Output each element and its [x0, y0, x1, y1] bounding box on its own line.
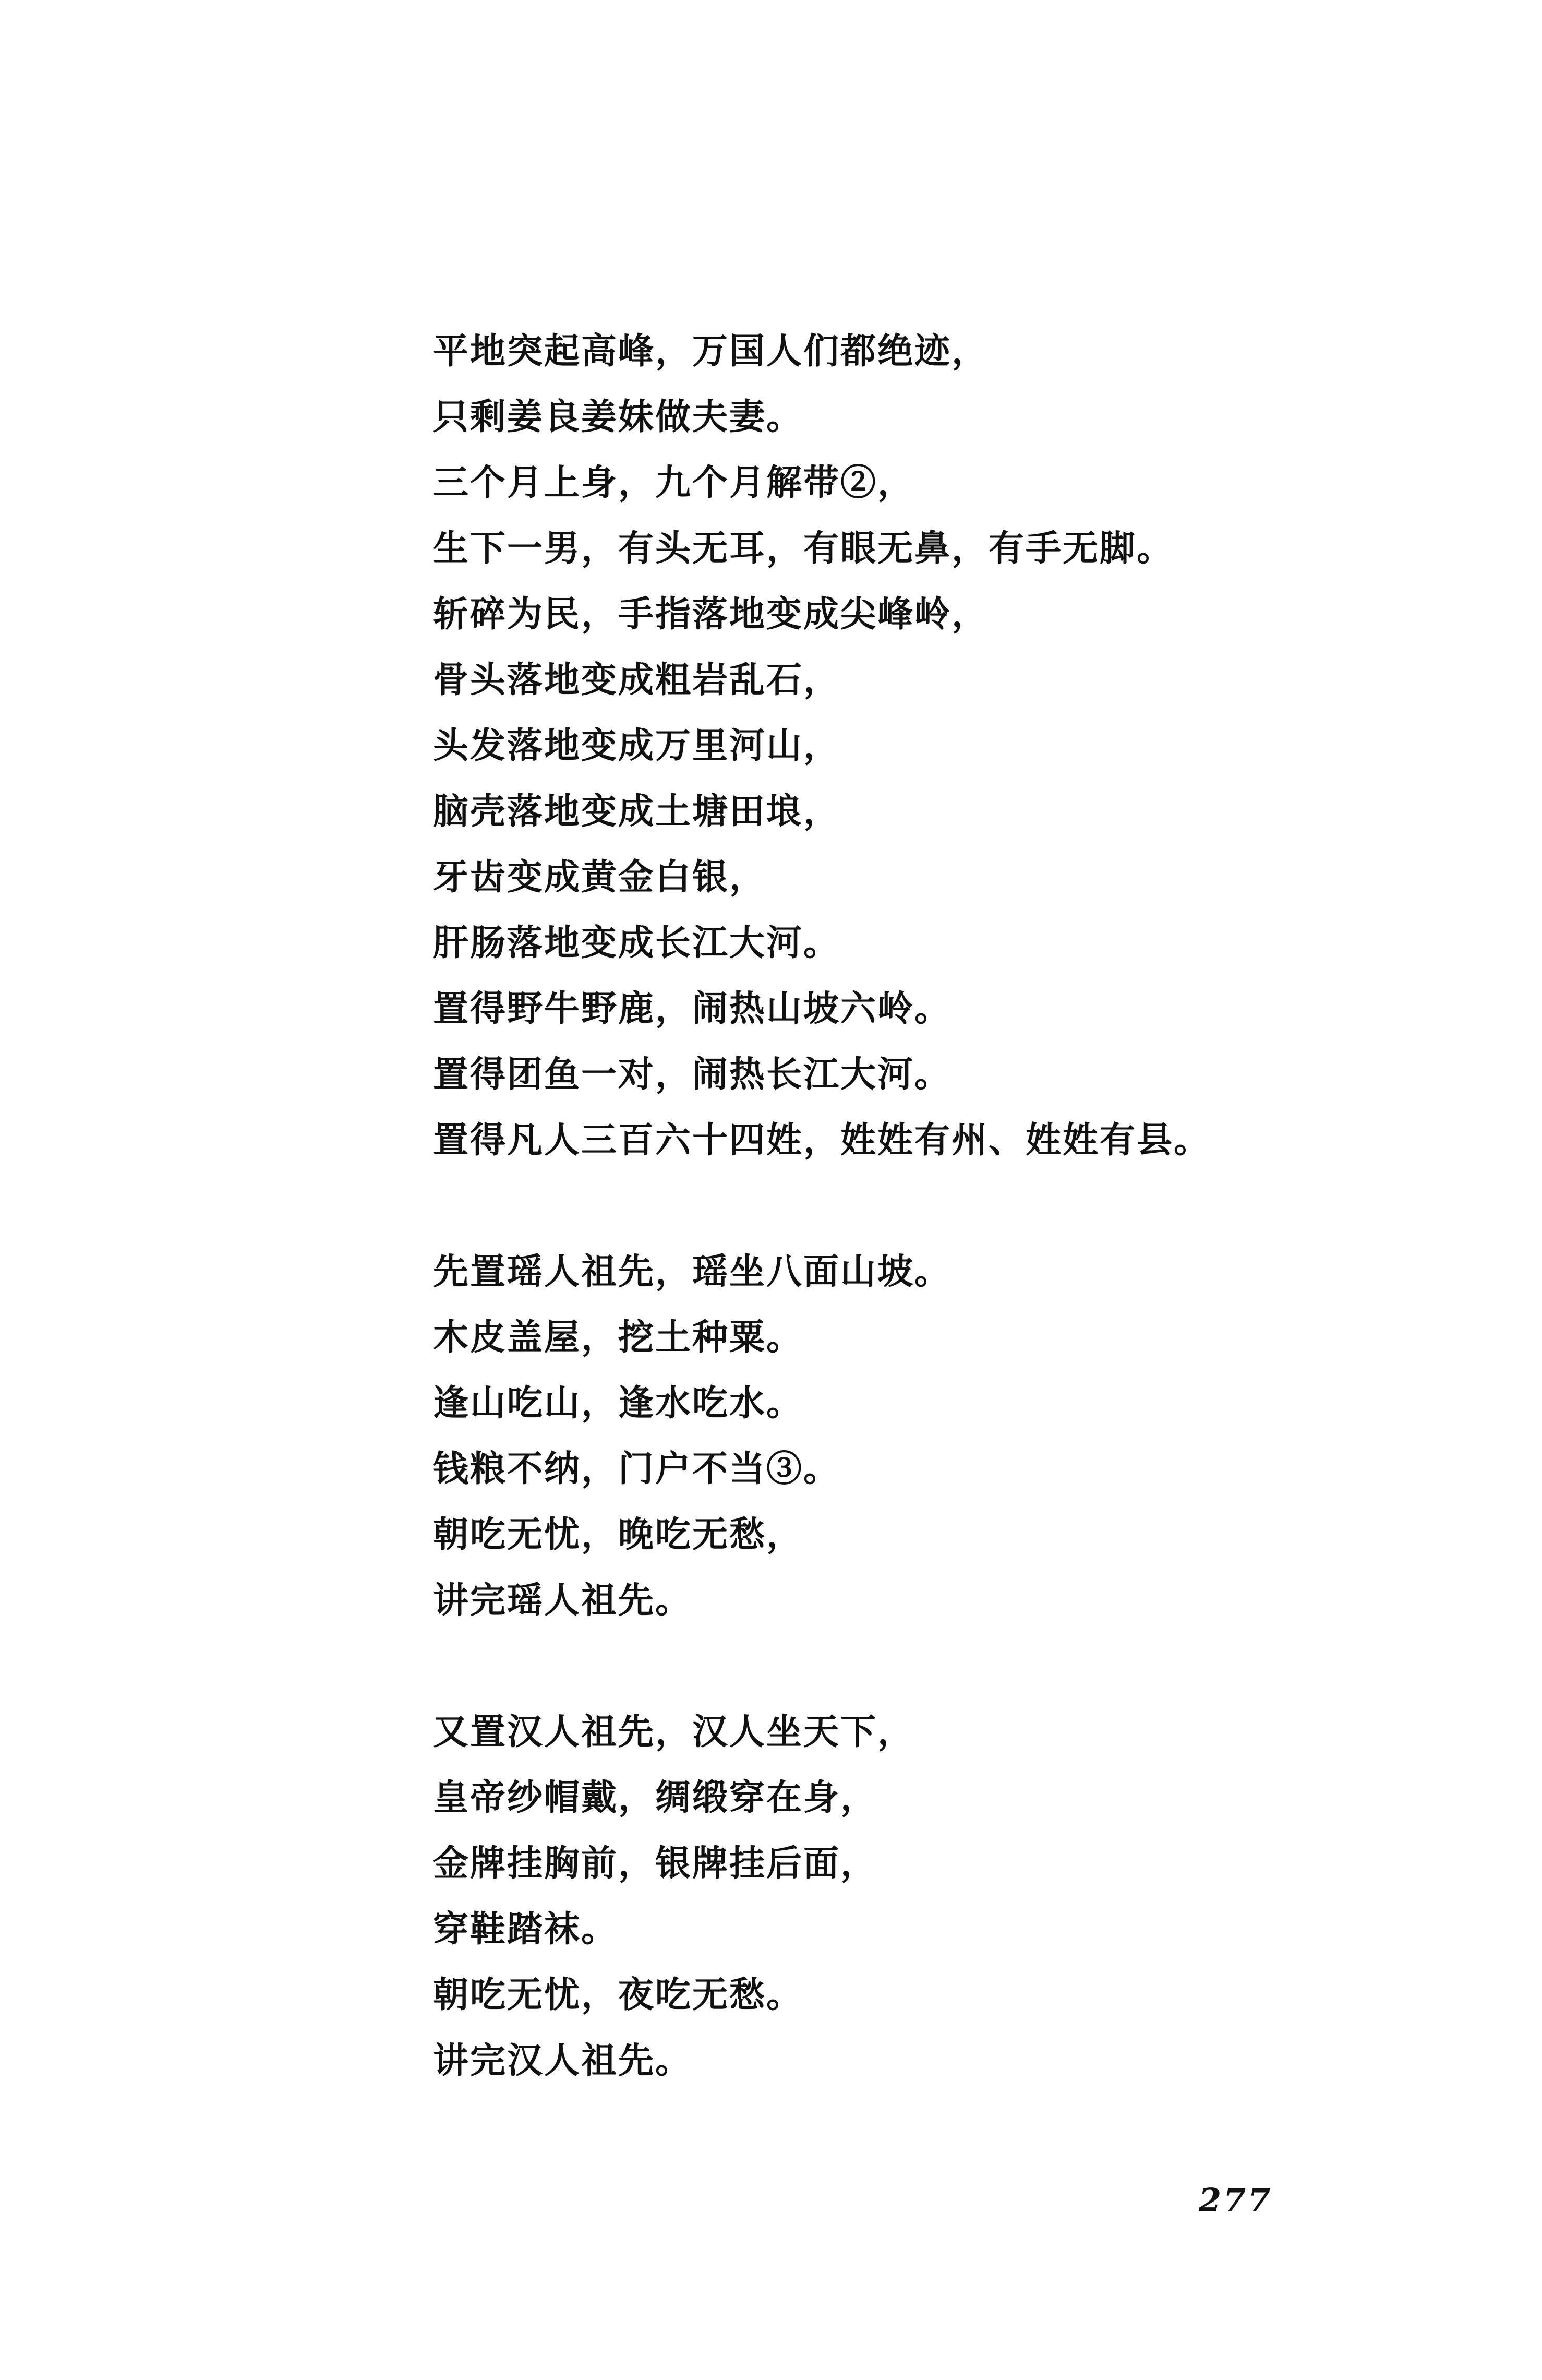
poem-line: 头发落地变成万里河山，: [433, 725, 841, 767]
poem-line: 置得凡人三百六十四姓，姓姓有州、姓姓有县。: [433, 1119, 1211, 1161]
poem-line: 生下一男，有头无耳，有眼无鼻，有手无脚。: [433, 528, 1174, 569]
poem-body: [433, 318, 1502, 2094]
poem-line: 讲完瑶人祖先。: [433, 1580, 693, 1621]
stanza-3: [433, 1699, 1502, 2094]
poem-line: 穿鞋踏袜。: [433, 1908, 619, 1950]
page-number: 277: [1199, 2181, 1273, 2219]
poem-line: 木皮盖屋，挖土种粟。: [433, 1317, 804, 1358]
poem-line: 朝吃无忧，夜吃无愁。: [433, 1974, 804, 2016]
poem-line: 置得野牛野鹿，闹热山坡六岭。: [433, 988, 952, 1030]
poem-line: 钱粮不纳，门户不当③。: [433, 1448, 841, 1490]
poem-line: 斩碎为民，手指落地变成尖峰岭，: [433, 593, 989, 635]
stanza-1: [433, 318, 1502, 1173]
poem-line: 脑壳落地变成土塘田埌，: [433, 791, 841, 832]
poem-line: 金牌挂胸前，银牌挂后面，: [433, 1843, 878, 1884]
poem-line: 骨头落地变成粗岩乱石，: [433, 659, 841, 701]
poem-line: 先置瑶人祖先，瑶坐八面山坡。: [433, 1251, 952, 1293]
poem-line: 三个月上身，九个月解带②，: [433, 462, 915, 504]
poem-line: 平地突起高峰，万国人们都绝迹，: [433, 330, 989, 372]
poem-line: 皇帝纱帽戴，绸缎穿在身，: [433, 1777, 878, 1819]
poem-line: 牙齿变成黄金白银，: [433, 856, 767, 898]
poem-line: 置得团鱼一对，闹热长江大河。: [433, 1054, 952, 1095]
poem-line: 肝肠落地变成长江大河。: [433, 922, 841, 964]
poem-line: 朝吃无忧，晚吃无愁，: [433, 1514, 804, 1556]
poem-line: 讲完汉人祖先。: [433, 2040, 693, 2082]
poem-line: 逢山吃山，逢水吃水。: [433, 1382, 804, 1424]
poem-line: 只剩姜良姜妹做夫妻。: [433, 396, 804, 438]
stanza-2: [433, 1239, 1502, 1633]
poem-line: 又置汉人祖先，汉人坐天下，: [433, 1711, 915, 1753]
